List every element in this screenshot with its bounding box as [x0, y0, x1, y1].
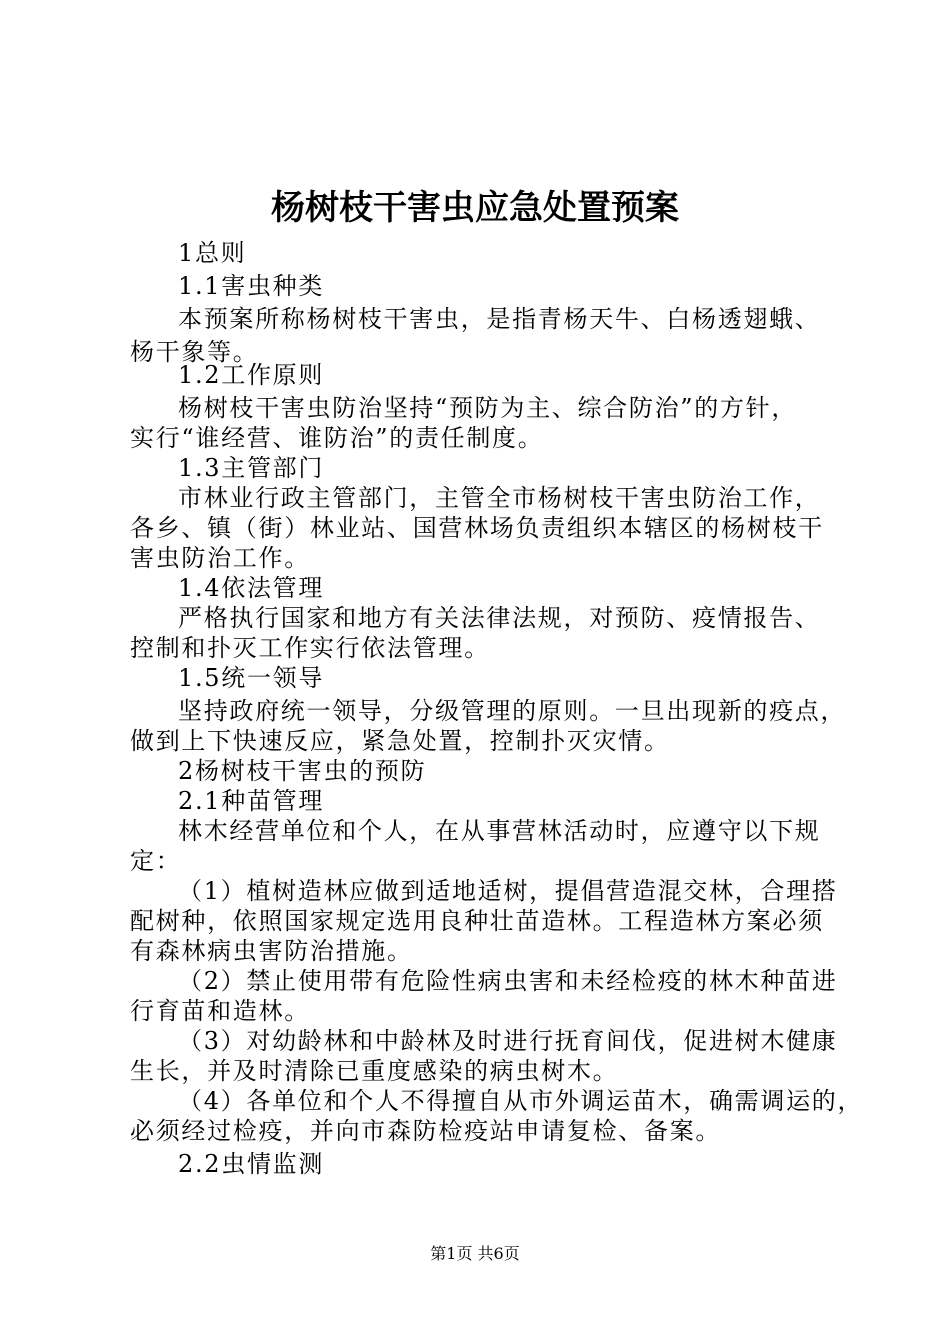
list-item-line: （3）对幼龄林和中龄林及时进行抚育间伐，促进树木健康 [178, 1027, 838, 1055]
heading-2-2: 2.2虫情监测 [178, 1150, 325, 1178]
paragraph-line: 定： [130, 847, 182, 875]
paragraph-line: 控制和扑灭工作实行依法管理。 [130, 634, 490, 662]
list-item-line: 配树种，依照国家规定选用良种壮苗造林。工程造林方案必须 [130, 907, 824, 935]
list-item-line: （4）各单位和个人不得擅自从市外调运苗木，确需调运的， [178, 1087, 864, 1115]
list-item-line: 生长，并及时清除已重度感染的病虫树木。 [130, 1057, 619, 1085]
heading-1-5: 1.5统一领导 [178, 664, 325, 692]
paragraph-line: 各乡、镇（街）林业站、国营林场负责组织本辖区的杨树枝干 [130, 514, 824, 542]
paragraph-line: 本预案所称杨树枝干害虫，是指青杨天牛、白杨透翅蛾、 [178, 305, 821, 333]
list-item-line: （1）植树造林应做到适地适树，提倡营造混交林，合理搭 [178, 877, 838, 905]
heading-1-4: 1.4依法管理 [178, 574, 325, 602]
heading-2-1: 2.1种苗管理 [178, 787, 325, 815]
list-item-line: 行育苗和造林。 [130, 997, 310, 1025]
heading-1-3: 1.3主管部门 [178, 454, 325, 482]
paragraph-line: 杨树枝干害虫防治坚持“预防为主、综合防治”的方针， [178, 394, 798, 422]
heading-1-1: 1.1害虫种类 [178, 272, 325, 300]
heading-1: 1总则 [178, 239, 247, 267]
list-item-line: 有森林病虫害防治措施。 [130, 937, 413, 965]
paragraph-line: 市林业行政主管部门，主管全市杨树枝干害虫防治工作， [178, 484, 821, 512]
paragraph-line: 杨干象等。 [130, 338, 259, 366]
heading-1-2: 1.2工作原则 [178, 361, 325, 389]
page-footer: 第1页 共6页 [430, 1244, 520, 1263]
list-item-line: 必须经过检疫，并向市森防检疫站申请复检、备案。 [130, 1117, 722, 1145]
paragraph-line: 害虫防治工作。 [130, 544, 310, 572]
heading-2: 2杨树枝干害虫的预防 [178, 757, 427, 785]
paragraph-line: 实行“谁经营、谁防治”的责任制度。 [130, 424, 544, 452]
paragraph-line: 林木经营单位和个人，在从事营林活动时，应遵守以下规 [178, 817, 821, 845]
list-item-line: （2）禁止使用带有危险性病虫害和未经检疫的林木种苗进 [178, 967, 838, 995]
paragraph-line: 严格执行国家和地方有关法律法规，对预防、疫情报告、 [178, 604, 821, 632]
paragraph-line: 做到上下快速反应，紧急处置，控制扑灭灾情。 [130, 727, 670, 755]
paragraph-line: 坚持政府统一领导，分级管理的原则。一旦出现新的疫点， [178, 697, 847, 725]
document-title: 杨树枝干害虫应急处置预案 [271, 188, 679, 228]
